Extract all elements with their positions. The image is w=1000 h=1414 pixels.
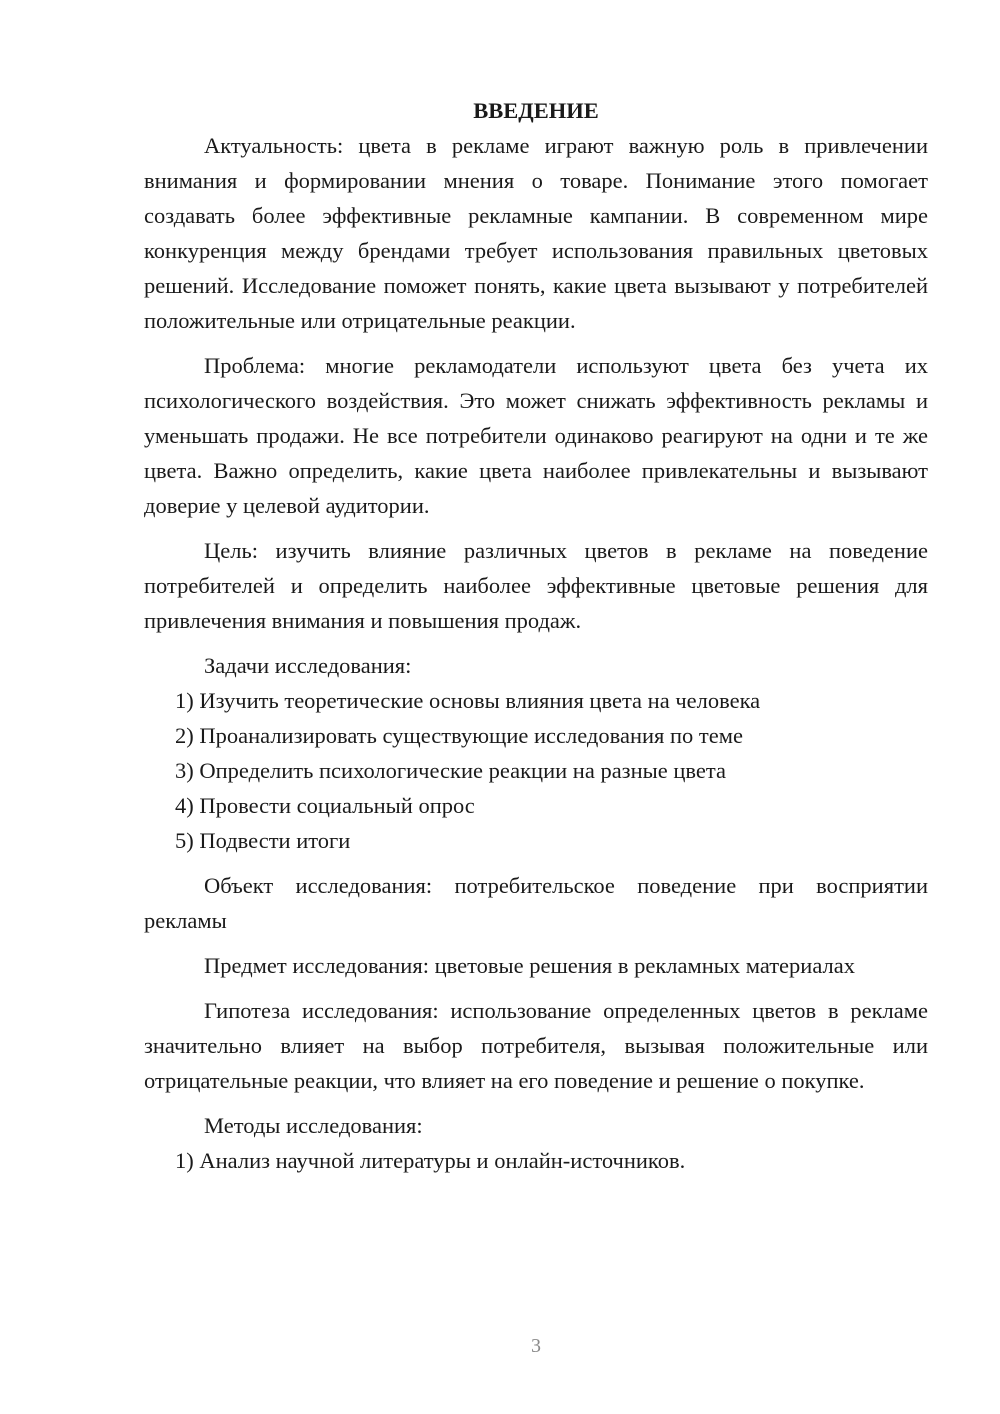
task-item: 3) Определить психологические реакции на разные цвета [175, 758, 726, 783]
hypothesis-paragraph: Гипотеза исследования: использование определенных цветов в рекламе значительно влияет на выбор потребителя, вызывая положительные или отрицательные реакции, что влияет на его поведение и решение о покупке. [144, 998, 928, 1093]
page-title: ВВЕДЕНИЕ [473, 98, 599, 123]
task-item: 2) Проанализировать существующие исследования по теме [175, 723, 743, 748]
task-item: 4) Провести социальный опрос [175, 793, 475, 818]
page-content [144, 93, 928, 1178]
methods-heading: Методы исследования: [204, 1113, 423, 1138]
subject-paragraph: Предмет исследования: цветовые решения в рекламных материалах [204, 953, 855, 978]
relevance-paragraph: Актуальность: цвета в рекламе играют важную роль в привлечении внимания и формировании мнения о товаре. Понимание этого помогает создавать более эффективные рекламные кампании. В современном мире конкуренция между брендами требует использования правильных цветовых решений. Исследование поможет понять, какие цвета вызывают у потребителей положительные или отрицательные реакции. [144, 133, 928, 333]
goal-paragraph: Цель: изучить влияние различных цветов в рекламе на поведение потребителей и определить наиболее эффективные цветовые решения для привлечения внимания и повышения продаж. [144, 538, 928, 633]
method-item: 1) Анализ научной литературы и онлайн-источников. [175, 1148, 686, 1173]
task-item: 5) Подвести итоги [175, 828, 351, 853]
object-paragraph: Объект исследования: потребительское поведение при восприятии рекламы [144, 873, 928, 933]
problem-paragraph: Проблема: многие рекламодатели используют цвета без учета их психологического воздействия. Это может снижать эффективность рекламы и уменьшать продажи. Не все потребители одинаково реагируют на одни и те же цвета. Важно определить, какие цвета наиболее привлекательны и вызывают доверие у целевой аудитории. [144, 353, 928, 518]
task-item: 1) Изучить теоретические основы влияния цвета на человека [175, 688, 761, 713]
tasks-heading: Задачи исследования: [204, 653, 412, 678]
page-number: 3 [531, 1335, 541, 1357]
